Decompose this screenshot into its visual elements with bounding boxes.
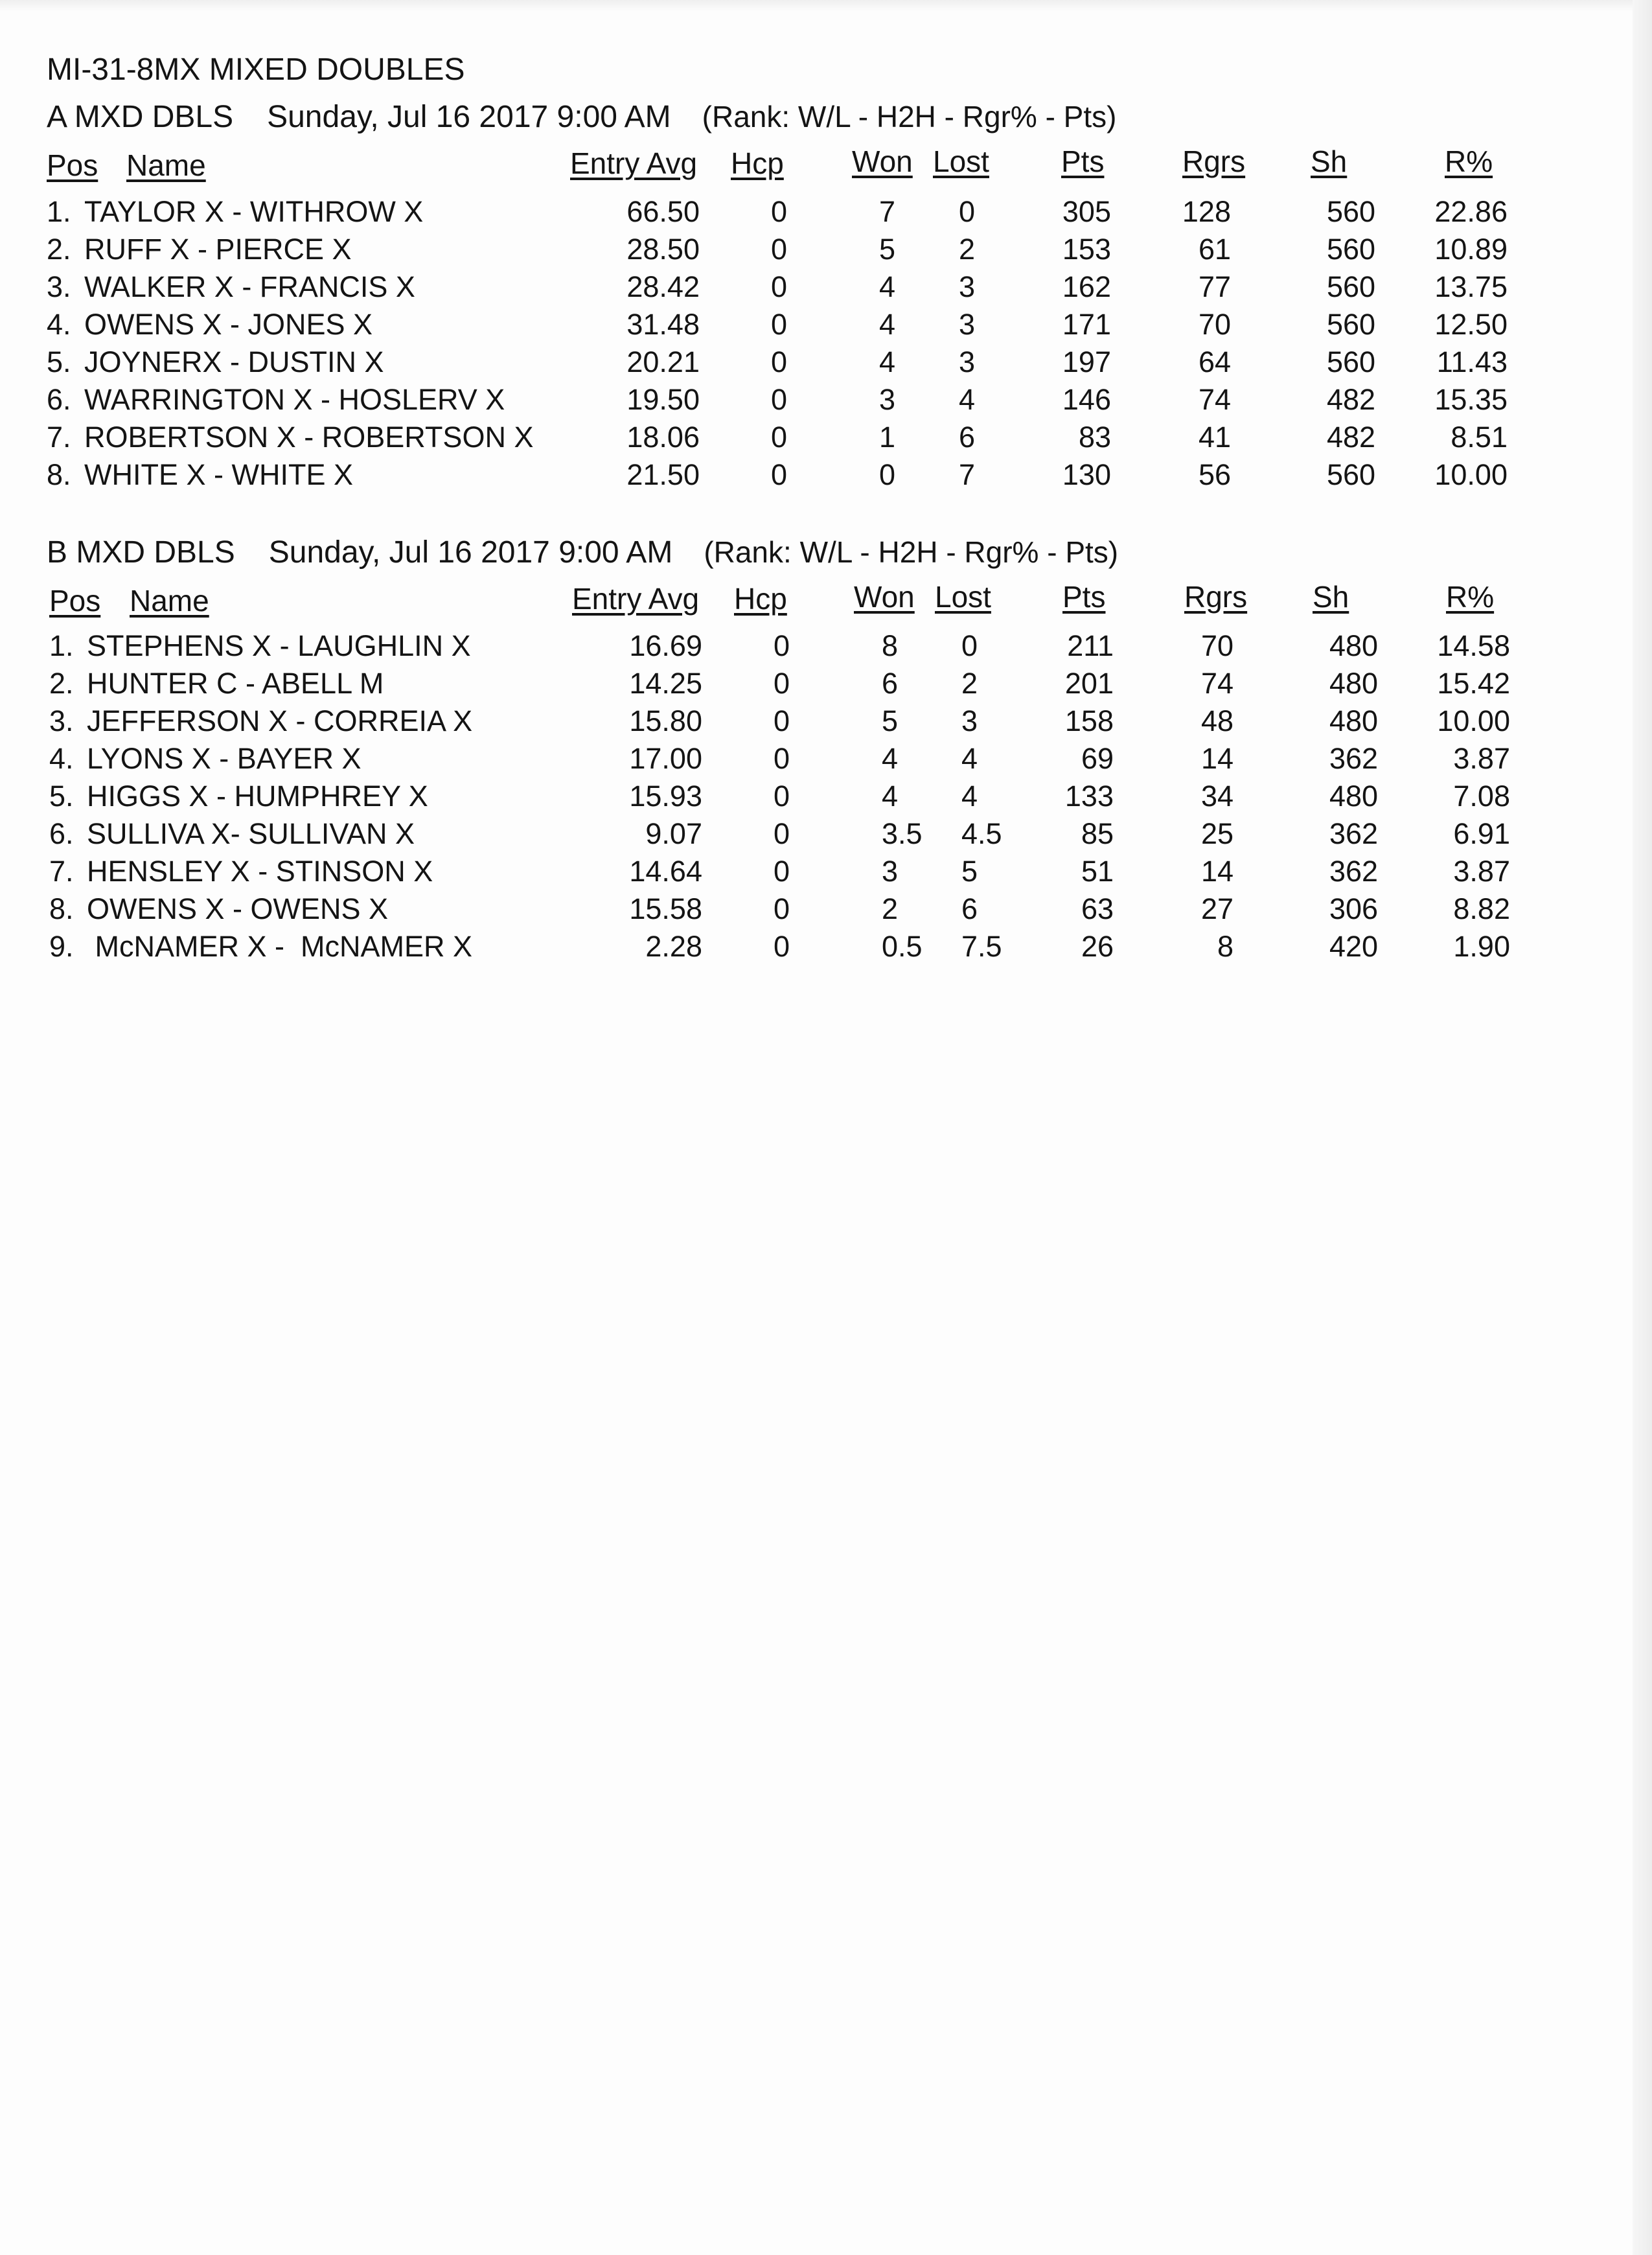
row-pts: 26 — [1081, 930, 1114, 963]
row-entry-avg: 19.50 — [626, 383, 700, 416]
row-entry-avg: 14.25 — [629, 667, 702, 700]
row-rgrs: 61 — [1198, 233, 1231, 266]
col-name-header: Name — [130, 584, 209, 618]
row-pts: 85 — [1081, 817, 1114, 850]
table-row: 6. WARRINGTON X - HOSLERV X 19.50 0 3 4 146 74 482 15.35 — [0, 381, 1652, 419]
row-pos: 2. — [49, 667, 74, 700]
row-name: RUFF X - PIERCE X — [84, 233, 352, 266]
row-entry-avg: 28.50 — [626, 233, 700, 266]
row-name: McNAMER X - McNAMER X — [87, 930, 473, 963]
row-rpct: 8.82 — [1453, 892, 1510, 925]
row-pts: 158 — [1064, 704, 1114, 737]
table-row: 8. OWENS X - OWENS X 15.58 0 2 6 63 27 306 8.82 — [3, 890, 1652, 928]
row-name: SULLIVA X- SULLIVAN X — [87, 817, 415, 850]
row-pos: 6. — [49, 817, 74, 850]
table-row: 4. OWENS X - JONES X 31.48 0 4 3 171 70 560 12.50 — [0, 306, 1652, 343]
row-pts: 211 — [1067, 629, 1114, 662]
row-rpct: 14.58 — [1437, 629, 1510, 662]
row-pos: 4. — [47, 308, 71, 341]
row-pos: 3. — [49, 704, 74, 737]
row-rpct: 7.08 — [1453, 780, 1510, 813]
section-a-name: A MXD DBLS — [47, 100, 234, 134]
row-pts: 130 — [1062, 458, 1111, 491]
table-row: 6. SULLIVA X- SULLIVAN X 9.07 0 3.5 4.5 85 25 362 6.91 — [3, 815, 1652, 853]
row-name: OWENS X - JONES X — [84, 308, 373, 341]
table-row: 9. McNAMER X - McNAMER X 2.28 0 0.5 7.5 26 8 420 1.90 — [3, 928, 1652, 966]
table-row: 1. STEPHENS X - LAUGHLIN X 16.69 0 8 0 211 70 480 14.58 — [3, 627, 1652, 665]
col-hcp-header: Hcp — [731, 146, 784, 180]
table-row: 2. HUNTER C - ABELL M 14.25 0 6 2 201 74 480 15.42 — [3, 665, 1652, 702]
row-rgrs: 56 — [1198, 458, 1231, 491]
row-name: HENSLEY X - STINSON X — [87, 855, 433, 888]
row-name: WARRINGTON X - HOSLERV X — [84, 383, 505, 416]
row-entry-avg: 28.42 — [626, 270, 700, 303]
col-hcp-header: Hcp — [734, 582, 787, 616]
row-rgrs: 48 — [1200, 704, 1233, 737]
row-pts: 133 — [1064, 780, 1114, 813]
table-row: 7. HENSLEY X - STINSON X 14.64 0 3 5 51 14 362 3.87 — [3, 853, 1652, 890]
row-entry-avg: 15.58 — [629, 892, 702, 925]
row-pos: 5. — [47, 345, 71, 378]
col-pts-header: Pts — [1062, 580, 1106, 614]
row-pos: 6. — [47, 383, 71, 416]
row-entry-avg: 20.21 — [626, 345, 700, 378]
row-rpct: 12.50 — [1434, 308, 1508, 341]
col-lost-header: Lost — [935, 580, 991, 614]
row-pos: 8. — [47, 458, 71, 491]
row-name: WHITE X - WHITE X — [84, 458, 353, 491]
row-rpct: 8.51 — [1451, 421, 1508, 454]
row-rgrs: 64 — [1198, 345, 1231, 378]
row-pos: 3. — [47, 270, 71, 303]
col-pos-header: Pos — [49, 584, 101, 618]
row-entry-avg: 31.48 — [626, 308, 700, 341]
row-name: JOYNERX - DUSTIN X — [84, 345, 384, 378]
row-pts: 201 — [1064, 667, 1114, 700]
row-pts: 153 — [1062, 233, 1111, 266]
row-rgrs: 8 — [1217, 930, 1233, 963]
row-rgrs: 34 — [1200, 780, 1233, 813]
col-pts-header: Pts — [1061, 145, 1105, 178]
row-entry-avg: 15.80 — [629, 704, 702, 737]
row-name: ROBERTSON X - ROBERTSON X — [84, 421, 534, 454]
row-rpct: 15.42 — [1437, 667, 1510, 700]
row-rgrs: 77 — [1198, 270, 1231, 303]
row-name: HIGGS X - HUMPHREY X — [87, 780, 428, 813]
table-row: 3. JEFFERSON X - CORREIA X 15.80 0 5 3 158 48 480 10.00 — [3, 702, 1652, 740]
row-name: OWENS X - OWENS X — [87, 892, 389, 925]
row-pos: 2. — [47, 233, 71, 266]
row-entry-avg: 18.06 — [626, 421, 700, 454]
row-rpct: 3.87 — [1453, 855, 1510, 888]
table-row: 5. JOYNERX - DUSTIN X 20.21 0 4 3 197 64 560 11.43 — [0, 343, 1652, 381]
row-rpct: 10.00 — [1437, 704, 1510, 737]
row-pts: 146 — [1062, 383, 1111, 416]
row-name: STEPHENS X - LAUGHLIN X — [87, 629, 471, 662]
row-pos: 8. — [49, 892, 74, 925]
row-name: HUNTER C - ABELL M — [87, 667, 384, 700]
section-b-date: Sunday, Jul 16 2017 9:00 AM — [268, 535, 673, 570]
row-entry-avg: 21.50 — [626, 458, 700, 491]
row-pts: 83 — [1078, 421, 1111, 454]
row-pos: 9. — [49, 930, 74, 963]
row-entry-avg: 15.93 — [629, 780, 702, 813]
row-pts: 63 — [1081, 892, 1114, 925]
row-pos: 4. — [49, 742, 74, 775]
row-pts: 197 — [1062, 345, 1111, 378]
row-pos: 5. — [49, 780, 74, 813]
row-rgrs: 74 — [1200, 667, 1233, 700]
col-pos-header: Pos — [47, 148, 98, 182]
col-name-header: Name — [126, 148, 206, 182]
row-entry-avg: 17.00 — [629, 742, 702, 775]
row-entry-avg: 66.50 — [626, 195, 700, 228]
table-row: 4. LYONS X - BAYER X 17.00 0 4 4 69 14 362 3.87 — [3, 740, 1652, 778]
row-entry-avg: 9.07 — [645, 817, 702, 850]
row-rgrs: 14 — [1200, 742, 1233, 775]
col-won-header: Won — [854, 580, 915, 614]
row-rgrs: 70 — [1200, 629, 1233, 662]
table-row: 8. WHITE X - WHITE X 21.50 0 0 7 130 56 560 10.00 — [0, 456, 1652, 494]
table-row: 2. RUFF X - PIERCE X 28.50 0 5 2 153 61 560 10.89 — [0, 231, 1652, 268]
row-rpct: 11.43 — [1436, 345, 1508, 378]
col-entry-avg-header: Entry Avg — [572, 582, 700, 616]
col-rpct-header: R% — [1446, 580, 1495, 614]
row-pos: 1. — [47, 195, 71, 228]
row-pts: 51 — [1081, 855, 1114, 888]
row-rpct: 15.35 — [1434, 383, 1508, 416]
row-pts: 162 — [1062, 270, 1111, 303]
col-entry-avg-header: Entry Avg — [570, 146, 698, 180]
section-a-date: Sunday, Jul 16 2017 9:00 AM — [267, 100, 671, 134]
row-pts: 69 — [1081, 742, 1114, 775]
row-rgrs: 41 — [1198, 421, 1231, 454]
row-rpct: 10.00 — [1434, 458, 1508, 491]
row-entry-avg: 14.64 — [629, 855, 702, 888]
col-rgrs-header: Rgrs — [1184, 580, 1248, 614]
section-b-rank-rule: (Rank: W/L - H2H - Rgr% - Pts) — [704, 535, 1119, 569]
row-rgrs: 74 — [1198, 383, 1231, 416]
row-rgrs: 27 — [1200, 892, 1233, 925]
row-rpct: 3.87 — [1453, 742, 1510, 775]
col-lost-header: Lost — [933, 145, 989, 178]
row-entry-avg: 16.69 — [629, 629, 702, 662]
scan-edge-top — [0, 0, 1652, 12]
row-rpct: 6.91 — [1453, 817, 1510, 850]
table-row: 1. TAYLOR X - WITHROW X 66.50 0 7 0 305 128 560 22.86 — [0, 193, 1652, 231]
row-rgrs: 128 — [1182, 195, 1231, 228]
col-won-header: Won — [852, 145, 913, 178]
section-b-title — [47, 535, 1118, 570]
row-rpct: 1.90 — [1453, 930, 1510, 963]
col-sh-header: Sh — [1313, 580, 1349, 614]
row-pos: 7. — [49, 855, 74, 888]
table-row: 3. WALKER X - FRANCIS X 28.42 0 4 3 162 77 560 13.75 — [0, 268, 1652, 306]
col-rpct-header: R% — [1445, 145, 1493, 178]
row-rgrs: 70 — [1198, 308, 1231, 341]
document-title: MI-31-8MX MIXED DOUBLES — [47, 52, 465, 87]
row-entry-avg: 2.28 — [645, 930, 702, 963]
section-b-name: B MXD DBLS — [47, 535, 235, 570]
row-rgrs: 25 — [1200, 817, 1233, 850]
row-rpct: 10.89 — [1434, 233, 1508, 266]
col-rgrs-header: Rgrs — [1182, 145, 1246, 178]
row-rpct: 22.86 — [1434, 195, 1508, 228]
row-rpct: 13.75 — [1434, 270, 1508, 303]
row-pos: 7. — [47, 421, 71, 454]
row-name: WALKER X - FRANCIS X — [84, 270, 415, 303]
section-a-title — [47, 99, 1116, 135]
col-sh-header: Sh — [1311, 145, 1348, 178]
section-a-rank-rule: (Rank: W/L - H2H - Rgr% - Pts) — [702, 100, 1117, 133]
table-row: 5. HIGGS X - HUMPHREY X 15.93 0 4 4 133 34 480 7.08 — [3, 778, 1652, 815]
row-rgrs: 14 — [1200, 855, 1233, 888]
row-name: LYONS X - BAYER X — [87, 742, 361, 775]
row-name: JEFFERSON X - CORREIA X — [87, 704, 473, 737]
row-pos: 1. — [49, 629, 74, 662]
row-pts: 305 — [1062, 195, 1111, 228]
table-row: 7. ROBERTSON X - ROBERTSON X 18.06 0 1 6 83 41 482 8.51 — [0, 419, 1652, 456]
row-pts: 171 — [1062, 308, 1111, 341]
row-name: TAYLOR X - WITHROW X — [84, 195, 424, 228]
